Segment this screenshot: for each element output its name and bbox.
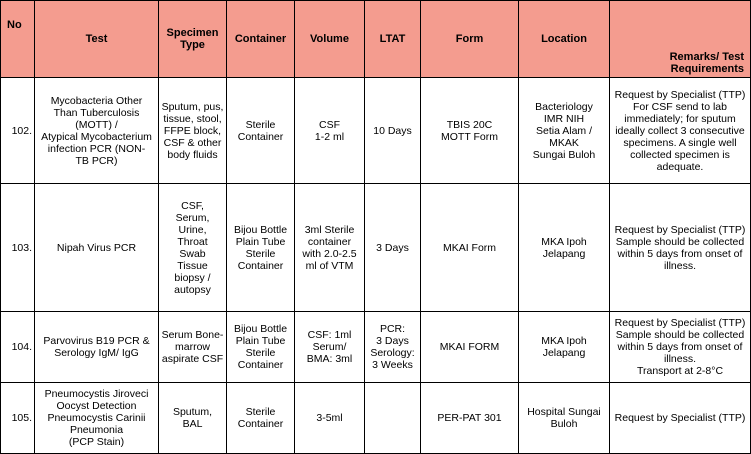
row-specimen: CSF, Serum, Urine, Throat Swab Tissue biopsy / autopsy: [159, 184, 227, 312]
row-specimen: Sputum, BAL: [159, 383, 227, 454]
row-remarks: Request by Specialist (TTP) Sample should be collected within 5 days from onset of illness.: [610, 184, 751, 312]
header-specimen-type: Specimen Type: [159, 1, 227, 78]
row-ltat: 10 Days: [365, 78, 421, 184]
table-row: [1, 383, 751, 454]
row-container: Sterile Container: [227, 383, 295, 454]
row-form: PER-PAT 301: [421, 383, 519, 454]
row-test: Nipah Virus PCR: [35, 184, 159, 312]
row-no: 105.: [1, 383, 35, 454]
header-no: No: [1, 1, 35, 78]
header-test: Test: [35, 1, 159, 78]
row-ltat: 3 Days: [365, 184, 421, 312]
header-location: Location: [519, 1, 610, 78]
row-location: MKA Ipoh Jelapang: [519, 184, 610, 312]
header-remarks: Remarks/ Test Requirements: [610, 1, 751, 78]
row-form: MKAI Form: [421, 184, 519, 312]
row-ltat: PCR: 3 Days Serology: 3 Weeks: [365, 312, 421, 383]
row-volume: CSF 1-2 ml: [295, 78, 365, 184]
row-volume: 3ml Sterile container with 2.0-2.5 ml of VTM: [295, 184, 365, 312]
row-no: 103.: [1, 184, 35, 312]
row-specimen: Serum Bone- marrow aspirate CSF: [159, 312, 227, 383]
row-no: 104.: [1, 312, 35, 383]
row-location: Bacteriology IMR NIH Setia Alam / MKAK Sungai Buloh: [519, 78, 610, 184]
row-test: Parvovirus B19 PCR & Serology IgM/ IgG: [35, 312, 159, 383]
row-container: Bijou Bottle Plain Tube Sterile Container: [227, 184, 295, 312]
table-row: [1, 184, 751, 312]
row-container: Sterile Container: [227, 78, 295, 184]
row-test: Pneumocystis Jiroveci Oocyst Detection Pneumocystis Carinii Pneumonia (PCP Stain): [35, 383, 159, 454]
table-row: [1, 312, 751, 383]
row-volume: CSF: 1ml Serum/ BMA: 3ml: [295, 312, 365, 383]
row-volume: 3-5ml: [295, 383, 365, 454]
header-ltat: LTAT: [365, 1, 421, 78]
row-ltat: [365, 383, 421, 454]
header-volume: Volume: [295, 1, 365, 78]
row-container: Bijou Bottle Plain Tube Sterile Container: [227, 312, 295, 383]
header-container: Container: [227, 1, 295, 78]
row-location: Hospital Sungai Buloh: [519, 383, 610, 454]
header-row: [1, 1, 751, 78]
row-location: MKA Ipoh Jelapang: [519, 312, 610, 383]
row-remarks: Request by Specialist (TTP) Sample should be collected within 5 days from onset of illness. Transport at 2-8°C: [610, 312, 751, 383]
row-remarks: Request by Specialist (TTP) For CSF send to lab immediately; for sputum ideally collect 3 consecutive specimens. A single well collected specimen is adequate.: [610, 78, 751, 184]
header-form: Form: [421, 1, 519, 78]
row-test: Mycobacteria Other Than Tuberculosis (MOTT) / Atypical Mycobacterium infection PCR (NON- TB PCR): [35, 78, 159, 184]
row-form: TBIS 20C MOTT Form: [421, 78, 519, 184]
row-remarks: Request by Specialist (TTP): [610, 383, 751, 454]
table-row: [1, 78, 751, 184]
row-specimen: Sputum, pus, tissue, stool, FFPE block, CSF & other body fluids: [159, 78, 227, 184]
row-no: 102.: [1, 78, 35, 184]
row-form: MKAI FORM: [421, 312, 519, 383]
